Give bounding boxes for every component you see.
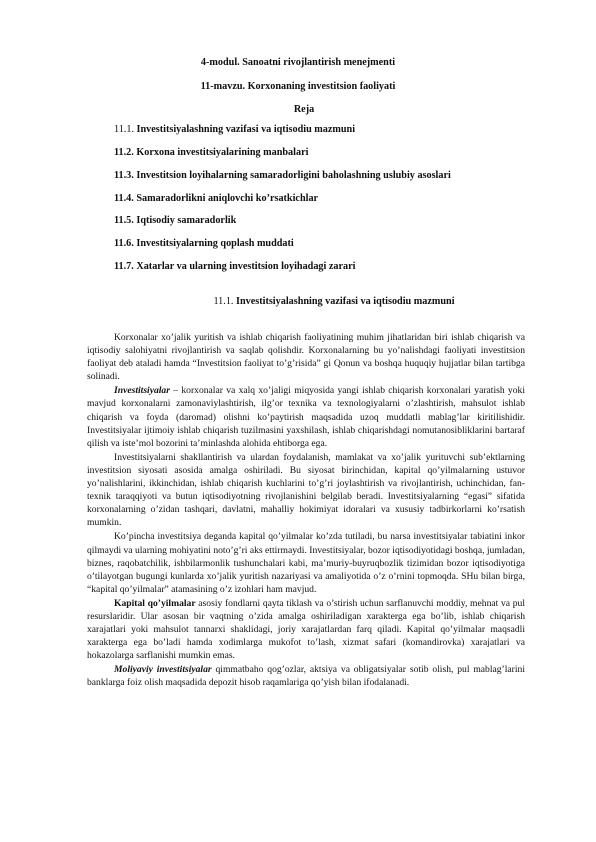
toc-item-number: 11.2.: [114, 147, 134, 158]
section-title-text: Investitsiyalashning vazifasi va iqtisodiu mazmuni: [236, 296, 455, 307]
toc-item-text: Investitsion loyihalarning samaradorligini baholashning uslubiy asoslari: [136, 170, 451, 181]
module-title: 4-modul. Sanoatni rivojlantirish menejmenti: [200, 57, 396, 68]
term-kapital-qoyilmalar: Kapital qo’yilmalar: [114, 597, 196, 609]
toc-item-number: 11.3.: [114, 170, 134, 181]
body-text: [87, 331, 525, 691]
toc-item-text: Korxona investitsiyalarining manbalari: [136, 147, 309, 158]
topic-title: 11-mavzu. Korxonaning investitsion faoliyati: [200, 81, 396, 92]
toc-item-text: Investitsiyalarning qoplash muddati: [136, 238, 294, 249]
toc-item-text: Iqtisodiy samaradorlik: [136, 215, 237, 226]
plan-heading: Reja: [293, 104, 315, 115]
toc-item-number: 11.4.: [114, 193, 134, 204]
paragraph-5: [87, 597, 525, 662]
paragraph-text: Korxonalar xo’jalik yuritish va ishlab chiqarish faoliyatining muhim jihatlaridan biri ishlab chiqarish va iqtisodiy salohiyatni rivojlantirish va saqlab qolishdir. Korxonalarning bu yo’nalishdagi faoliyati investitsion faoliyat deb ataladi hamda “Investitsion faoliyat to’g’risida” gi Qonun va boshqa huquqiy hujjatlar bilan tartibga solinadi.: [87, 332, 525, 383]
paragraph-text: Investitsiyalarni shakllantirish va ulardan foydalanish, mamlakat va xo’jalik yurituvchi sub’ektlarning investitsion siyosati asosida amalga oshiriladi. Bu siyosat birinchidan, kapital qo’yilmalarning ustuvor yo’nalishlarini, ikkinchidan, ishlab chiqarish kuchlarini to’g’ri joylashtirish va rivojlantirish, uchinchidan, fan-texnik taraqqiyoti va butun iqtisodiyotning rivojlanishini belgilab beradi. Investitsiyalarning “egasi” sifatida korxonalarning o’zidan tashqari, davlatni, mahalliy hokimiyat idoralari va xususiy tadbirkorlarni ko’rsatish mumkin.: [87, 451, 525, 529]
toc-item-number: 11.5.: [114, 215, 134, 226]
toc-item-4: [114, 193, 564, 205]
term-investitsiyalar: Investitsiyalar: [114, 385, 170, 397]
paragraph-text: asosiy fondlarni qayta tiklash va o’stirish uchun sarflanuvchi moddiy, mehnat va pul resurslaridir. Ular asosan bir vaqtning o’zida amalga oshiriladigan xarakterga ega bo’lib, ishlab chiqarish xarajatlari yoki mahsulot tannarxi shaklidagi, joriy xarajatlardan farq qiladi. Kapital qo’yilmalar maqsadli xarakterga ega bo’ladi hamda xodimlarga mukofot to’lash, xizmat safari (komandirovka) xarajatlari va hokazolarga sarflanishi mumkin emas.: [87, 597, 526, 662]
toc-item-2: [114, 147, 564, 159]
paragraph-text: – korxonalar va xalq xo’jaligi miqyosida yangi ishlab chiqarish korxonalari yaratish yoki mavjud korxonalarni zamonaviylashtirish, ilg’or texnika va texnologiyalarni o’zlashtirish, mahsulot ishlab chiqarish va foyda (daromad) olishni ko’paytirish maqsadida uzoq muddatli mablag’lar kiritilishidir. Investitsiyalar ijtimoiy ishlab chiqarish tuzilmasini yaxshilash, ishlab chiqarishdagi nomutanosibliklarini bartaraf qilish va iste’mol bozorini ta’minlashda alohida ehtiborga ega.: [87, 385, 525, 449]
toc-item-number: 11.6.: [114, 238, 134, 249]
section-heading: [36, 296, 596, 308]
toc-item-5: [114, 215, 564, 227]
toc-item-number: 11.7.: [114, 261, 134, 272]
toc-item-7: [114, 261, 564, 273]
section-number: 11.1.: [213, 296, 234, 307]
paragraph-2: [87, 384, 525, 449]
term-moliyaviy-investitsiyalar: Moliyaviy investitsiyalar: [114, 664, 212, 676]
toc-item-6: [114, 238, 564, 250]
toc-item-1: [114, 124, 564, 136]
toc-item-text: Investitsiyalashning vazifasi va iqtisodiu mazmuni: [136, 124, 356, 135]
paragraph-3: [87, 451, 525, 530]
paragraph-text: qimmatbaho qog’ozlar, aktsiya va obligatsiyalar sotib olish, pul mablag’larini banklarga foiz olish maqsadida depozit hisob raqamlariga qo’yish bilan ifodalanadi.: [87, 664, 525, 689]
toc-item-number: 11.1.: [114, 124, 134, 135]
paragraph-4: [87, 530, 525, 595]
toc-item-text: Samaradorlikni aniqlovchi ko’rsatkichlar: [136, 193, 319, 204]
toc-item-3: [114, 170, 564, 182]
paragraph-text: Ko’pincha investitsiya deganda kapital qo’yilmalar ko’zda tutiladi, bu narsa investitsiyalar tabiatini inkor qilmaydi va ularning mohiyatini noto’g’ri aks ettirmaydi. Investitsiyalar, bozor iqtisodiyotidagi boshqa, jumladan, biznes, raqobatchilik, ishbilarmonlik tushunchalari kabi, ma’muriy-buyruqbozlik tizimidan bozor iqtisodiyotiga o’tilayotgan bugungi kunlarda xo’jalik yuritish nazariyasi va amaliyotida o’z o’rnini topmoqda. SHu bilan birga, “kapital qo’yilmalar” atamasining o’z izohlari ham mavjud.: [87, 531, 525, 595]
paragraph-1: [87, 331, 525, 383]
toc-item-text: Xatarlar va ularning investitsion loyihadagi zarari: [136, 261, 356, 272]
paragraph-6: [87, 663, 525, 689]
